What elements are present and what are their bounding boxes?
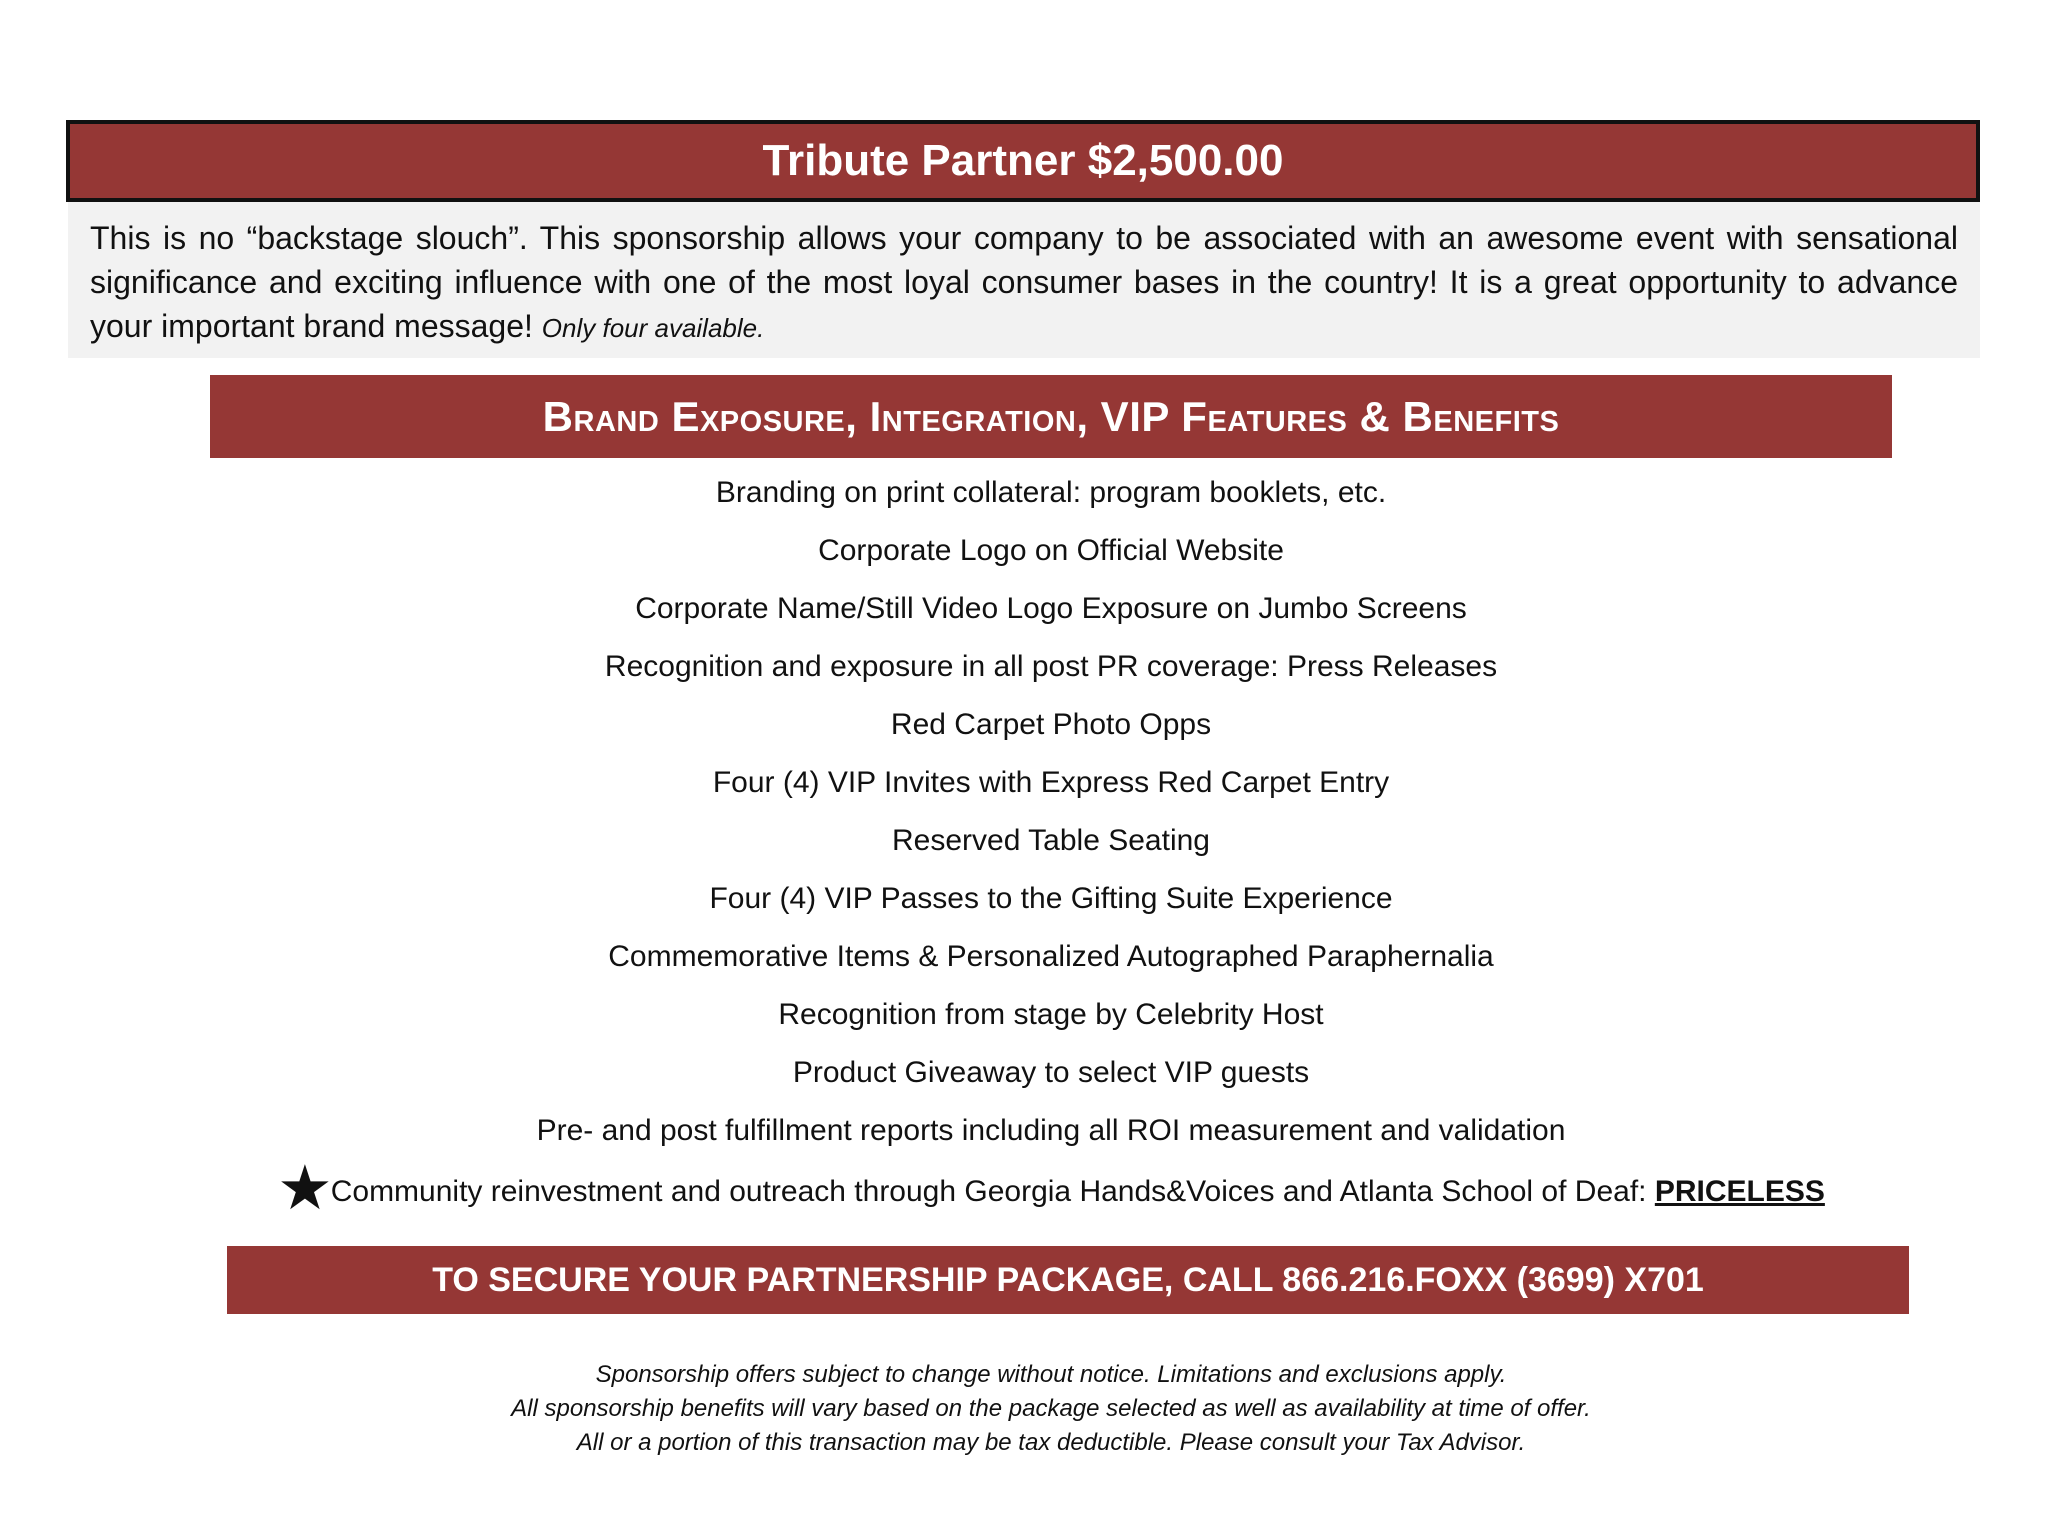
- benefit-item: Pre- and post fulfillment reports including all ROI measurement and validation: [536, 1114, 1566, 1147]
- benefits-heading-banner: [210, 375, 1892, 458]
- disclaimer-line: Sponsorship offers subject to change without notice. Limitations and exclusions apply.: [595, 1361, 1507, 1388]
- disclaimer: [210, 1358, 1892, 1460]
- package-description: [68, 202, 1980, 358]
- community-benefit-text: Community reinvestment and outreach through Georgia Hands&Voices and Atlanta School of Deaf:: [330, 1175, 1655, 1208]
- benefit-item: Reserved Table Seating: [892, 824, 1210, 857]
- benefit-item: Corporate Name/Still Video Logo Exposure on Jumbo Screens: [635, 592, 1467, 625]
- priceless-label: PRICELESS: [1654, 1175, 1825, 1208]
- benefit-item: Recognition from stage by Celebrity Host: [778, 998, 1324, 1031]
- benefit-item: Four (4) VIP Passes to the Gifting Suite Experience: [709, 882, 1393, 915]
- benefit-item: Four (4) VIP Invites with Express Red Carpet Entry: [712, 766, 1390, 799]
- call-to-action-text: TO SECURE YOUR PARTNERSHIP PACKAGE, CALL 866.216.FOXX (3699) X701: [432, 1260, 1704, 1299]
- benefit-item: Red Carpet Photo Opps: [890, 708, 1212, 741]
- call-to-action-banner: [227, 1246, 1909, 1314]
- package-title-banner: [66, 120, 1980, 202]
- benefit-item: Product Giveaway to select VIP guests: [792, 1056, 1310, 1089]
- disclaimer-line: All sponsorship benefits will vary based on the package selected as well as availability at time of offer.: [511, 1395, 1591, 1422]
- availability-note: Only four available.: [541, 313, 765, 343]
- community-benefit-item: [210, 1154, 1892, 1223]
- benefits-heading: Brand Exposure, Integration, VIP Features & Benefits: [542, 392, 1560, 440]
- package-title: Tribute Partner $2,500.00: [762, 136, 1284, 185]
- disclaimer-line: All or a portion of this transaction may be tax deductible. Please consult your Tax Advisor.: [576, 1429, 1526, 1456]
- benefit-item: Commemorative Items & Personalized Autographed Paraphernalia: [608, 940, 1494, 973]
- benefit-item: Branding on print collateral: program booklets, etc.: [715, 476, 1387, 509]
- intro-text: This is no “backstage slouch”. This sponsorship allows your company to be associated with an awesome event with sensational significance and exciting influence with one of the most loyal consumer bases in the country! It is a great opportunity to advance your important brand message!: [90, 220, 1958, 344]
- star-icon: ★: [277, 1154, 333, 1223]
- benefits-list: [210, 464, 1892, 1223]
- benefit-item: Recognition and exposure in all post PR coverage: Press Releases: [604, 650, 1498, 683]
- benefit-item: Corporate Logo on Official Website: [818, 534, 1284, 567]
